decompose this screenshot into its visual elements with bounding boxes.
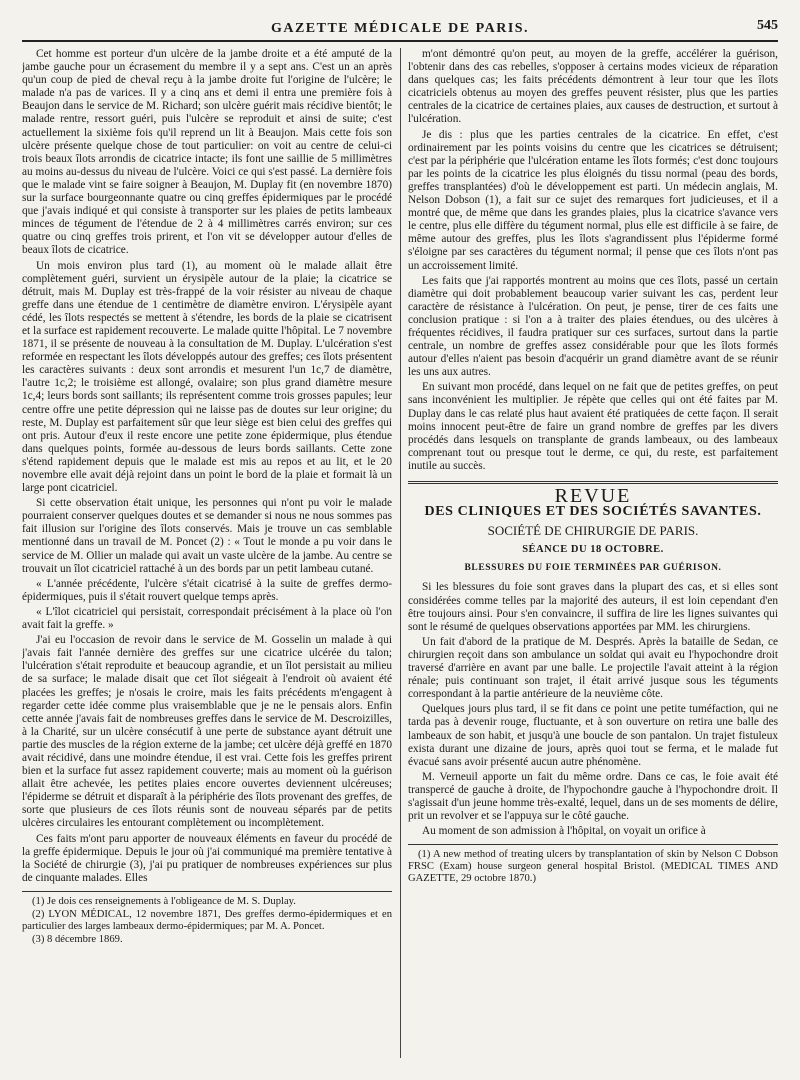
paragraph: Je dis : plus que les parties centrales de la cicatrice. En effet, c'est ordinairement par les points voisins du centre que les cicatrices se détruisent; c'est par la périphérie que l'ulcération entame les îlots formés; c'est donc toujours par les points de la cicatrice les plus éloignés du tissu normal (peau des bords, greffes transplantées) d'où le développement est parti. Un médecin anglais, M. Nelson Dobson (1), a fait sur ce sujet des remarques fort judicieuses, et il a montré que, de même que dans les grandes plaies, plus la cicatrice s'avance vers le centre, plus elle diffère du tégument normal, plus elle est difficile à se faire, de même autour des greffes, plus les îlots s'agrandissent plus l'épiderme formé s'éloigne par ses caractères du tégument normal; il pense que ces îlots n'ont pas un accroissement limité.	[408, 128, 778, 272]
page-number: 545	[757, 18, 778, 33]
section-title: REVUE	[554, 485, 632, 507]
paragraph: « L'îlot cicatriciel qui persistait, correspondait précisément à la place où l'on avait fait la greffe. »	[22, 605, 392, 632]
topic-heading: BLESSURES DU FOIE TERMINÉES PAR GUÉRISON.	[464, 563, 722, 574]
footnote: (2) LYON MÉDICAL, 12 novembre 1871, Des greffes dermo-épidermiques et en particulier des larges lambeaux dermo-épidermiques; par M. A. Poncet.	[22, 908, 392, 932]
paragraph: « L'année précédente, l'ulcère s'était cicatrisé à la suite de greffes dermo-épidermiques, puis il s'était rouvert quelque temps après.	[22, 577, 392, 603]
footnote: (1) Je dois ces renseignements à l'obligeance de M. S. Duplay.	[32, 895, 296, 907]
paragraph: J'ai eu l'occasion de revoir dans le service de M. Gosselin un malade à qui j'avais fait l'année dernière des greffes sur une cicatrice ulcérée du talon; l'ulcération s'était reproduite et beaucoup agrandie, et un îlot persistait au milieu de sa surface; le malade disait que cet îlot siégeait à l'endroit où avaient été placées les greffes; je n'osais le croire, mais les faits précédents m'engagent à regarder cette idée comme plus vraisemblable que je ne le pensais alors. Enfin cette année j'avais fait de nombreuses greffes dans le service de M. Descroizilles, à la Charité, sur un ulcère consécutif à une perte de substance ayant détruit une partie des muscles de la région externe de la jambe; cet ulcère déjà greffé en 1870 avait récidivé, dans une moindre étendue, il est vrai. Cette fois les greffes prirent bien et la surface fut assez rapidement couverte; mais au moment où la guérison allait être achevée, les petites plaies encore ouvertes deviennent ulcéreuses; l'épiderme se détruit et disparaît à la périphérie des îlots provenant des greffes, de sorte que plusieurs de ces îlots réunis sont de nouveau séparés par de petits ulcères circulaires les entourant complètement ou incomplètement.	[22, 634, 392, 830]
paragraph: Si les blessures du foie sont graves dans la plupart des cas, et si elles sont considérées comme telles par la majorité des auteurs, il est loin cependant d'en être toujours ainsi. Pour s'en convaincre, il suffira de lire les lignes suivantes qui sont le résumé de quelques observations apportées par MM. les chirurgiens.	[408, 581, 778, 633]
footnote-separator	[408, 844, 778, 845]
footnote: (1) A new method of treating ulcers by transplantation of skin by Nelson C Dobson FRSC (Exam) house surgeon general hospital Bristol. (MEDICAL TIMES AND GAZETTE, 29 octobre 1870.)	[408, 849, 778, 885]
footnotes	[22, 896, 392, 946]
paragraph: m'ont démontré qu'on peut, au moyen de la greffe, accélérer la guérison, l'obtenir dans des cas rebelles, s'opposer à certains modes vicieux de réparation dans quelques cas; les faits précédents démontrent à leur tour que les îlots cicatriciels obtenus au moyen des greffes peuvent résister, plus que les parties centrales de la cicatrice de certaines plaies, aux causes de destruction, et surtout à l'ulcération.	[408, 48, 778, 126]
section-subtitle: DES CLINIQUES ET DES SOCIÉTÉS SAVANTES.	[424, 504, 762, 520]
paragraph: Quelques jours plus tard, il se fit dans ce point une petite tuméfaction, qui ne tarda pas à devenir rouge, fluctuante, et à son ouverture on retira une balle des lambeaux de son habit, et jusqu'à une boucle de son pantalon. Un trajet fistuleux exista durant une dizaine de jours, après quoi tout se ferma, et le malade fut évacué sans avoir présenté aucun autre phénomène.	[408, 703, 778, 768]
paragraph: Les faits que j'ai rapportés montrent au moins que ces îlots, passé un certain diamètre qui doit probablement beaucoup varier suivant les cas, perdent leur caractère de résistance à l'ulcération. On peut, je pense, tirer de ces faits une conclusion pratique : si l'on a à traiter des plaies étendues, ou des ulcères à fréquentes récidives, il faudra pratiquer sur ces surfaces, surtout dans la partie centrale, un nombre de greffes assez considérable pour que les îlots formés autour d'elles n'aient pas besoin d'acquérir un grand diamètre avant de se réunir les uns aux autres.	[408, 274, 778, 379]
right-column	[408, 48, 778, 1068]
footnote: (3) 8 décembre 1869.	[32, 933, 123, 945]
society-heading: SOCIÉTÉ DE CHIRURGIE DE PARIS.	[487, 523, 699, 539]
paragraph: En suivant mon procédé, dans lequel on ne fait que de petites greffes, on peut sans inconvénient les multiplier. Je répète que celles qui ont été faites par M. Duplay dans le cas relaté plus haut avaient été pratiquées de cette façon. Il serait moins innocent peut-être de faire un grand nombre de greffes par les divers procédés dans lesquels on transplante de grands lambeaux, ou des lambeaux comprenant tout ou presque tout le derme, ce qui, du reste, est parfaitement inutile au succès.	[408, 381, 778, 472]
paragraph: M. Verneuil apporte un fait du même ordre. Dans ce cas, le foie avait été transpercé de gauche à droite, de l'hypochondre gauche à l'hypochondre droit. Il s'agissait d'un jeune homme très-exalté, lequel, dans un de ses moments de délire, prit un revolver et se l'appuya sur le côté gauche.	[408, 770, 778, 823]
left-column	[22, 48, 392, 1058]
footnote-separator	[22, 891, 392, 892]
paragraph: Au moment de son admission à l'hôpital, on voyait un orifice à	[422, 825, 706, 838]
paragraph: Si cette observation était unique, les personnes qui n'ont pu voir le malade pourraient conserver quelques doutes et se demander si nous ne nous sommes pas fait illusion sur l'origine des îlots conservés. Mais je trouve un cas semblable mentionné dans un travail de M. Poncet (2) : « Tout le monde a pu voir dans le service de M. Ollier un malade qui avait un vaste ulcère de la jambe. Au centre se trouvait un îlot cicatriciel rattaché à un des bords par un petit lambeau cutané.	[22, 497, 392, 575]
column-rule	[400, 48, 401, 1058]
paragraph: Un fait d'abord de la pratique de M. Després. Après la bataille de Sedan, ce chirurgien reçoit dans son ambulance un soldat qui avait eu l'hypochondre droit traversé d'arrière en avant par une balle. Le projectile l'avait atteint à la région rénale; puis continuant son trajet, il était arrivé jusque sous les téguments correspondant à la partie antérieure de la neuvième côte.	[408, 635, 778, 701]
footnotes	[408, 849, 778, 885]
paragraph: Ces faits m'ont paru apporter de nouveaux éléments en faveur du procédé de la greffe épidermique. Depuis le jour où j'ai communiqué ma première tentative à la Société de chirurgie (3), j'ai pu pratiquer de nombreuses expériences sur plus de cinquante malades. Elles	[22, 832, 392, 884]
session-heading: SÉANCE DU 18 OCTOBRE.	[522, 544, 664, 556]
paragraph: Un mois environ plus tard (1), au moment où le malade allait être complètement guéri, survient un érysipèle autour de la plaie; la cicatrice se détruit, mais M. Duplay est très-frappé de la voir résister au niveau de chaque greffe dans une étendue de 1 centimètre de diamètre environ. L'érysipèle ayant cédé, les îlots respectés se mettent à s'étendre, les bords de la plaie se cicatrisent et la surface est rapidement recouverte. Le malade quitte l'hôpital. Le 7 novembre 1871, il se présente de nouveau à la consultation de M. Duplay. L'ulcération s'est reformée en respectant les îlots développés autour des greffes; ces îlots présentent les caractères suivants : deux sont arrondis et mesurent l'un 1c,7 de diamètre, l'autre 1c,2; le troisième est allongé, ovalaire; son plus grand diamètre mesure 1c,4; leurs bords sont saillants; ils représentent comme trois grosses papules; leur centre offre une petite dépression qui ne laisse pas de doutes sur leur origine; du reste, M. Duplay est parfaitement sûr que leur siège est bien celui des greffes qui ont pris. Autour d'eux il reste encore une petite zone épidermique, plus étendue dans quelques points, formée au-dessous de leurs bords saillants. Cette zone s'étend rapidement depuis que le malade est mis au repos et au lit, et le 20 novembre elle avait déjà rejoint dans un point le bord de la plaie et formait là un large pont cicatriciel.	[22, 259, 392, 495]
section-separator	[408, 481, 778, 484]
journal-title: GAZETTE MÉDICALE DE PARIS.	[270, 21, 530, 36]
running-header	[22, 18, 778, 42]
paragraph: Cet homme est porteur d'un ulcère de la jambe droite et a été amputé de la jambe gauche pour un écrasement du membre il y a sept ans. C'est un an après qu'un coup de pied de cheval reçu à la jambe droite fut l'origine de l'ulcère; le malade n'a pas de varices. Il y a cinq ans et demi il entra une première fois à Beaujon dans le service de M. Richard; son ulcère guérit mais récidive bientôt; le malade rentre, ressort guéri, puis l'ulcère se reproduit et ainsi de suite; c'est actuellement la sixième fois qu'il reprend un lit à Beaujon. Mais cette fois son ulcère présente quelque chose de tout particulier: on voit au centre de celui-ci trois beaux îlots arrondis de cicatrice intacte; ils font une saillie de 5 millimètres au moins au-dessus du niveau de l'ulcère. Voici ce qui s'est passé. La dernière fois que le malade vint se faire soigner à Beaujon, M. Duplay fit (en novembre 1870) sur la surface bourgeonnante quatre ou cinq greffes épidermiques par le procédé que j'avais indiqué et qui consiste à transporter sur les plaies de petits lambeaux minces de tégument de l'étendue de 2 à 4 millimètres carrés environ; sur ces quatre ou cinq greffes trois prirent, et l'on vit se développer autour d'elles de beaux îlots de cicatrice.	[22, 48, 392, 257]
